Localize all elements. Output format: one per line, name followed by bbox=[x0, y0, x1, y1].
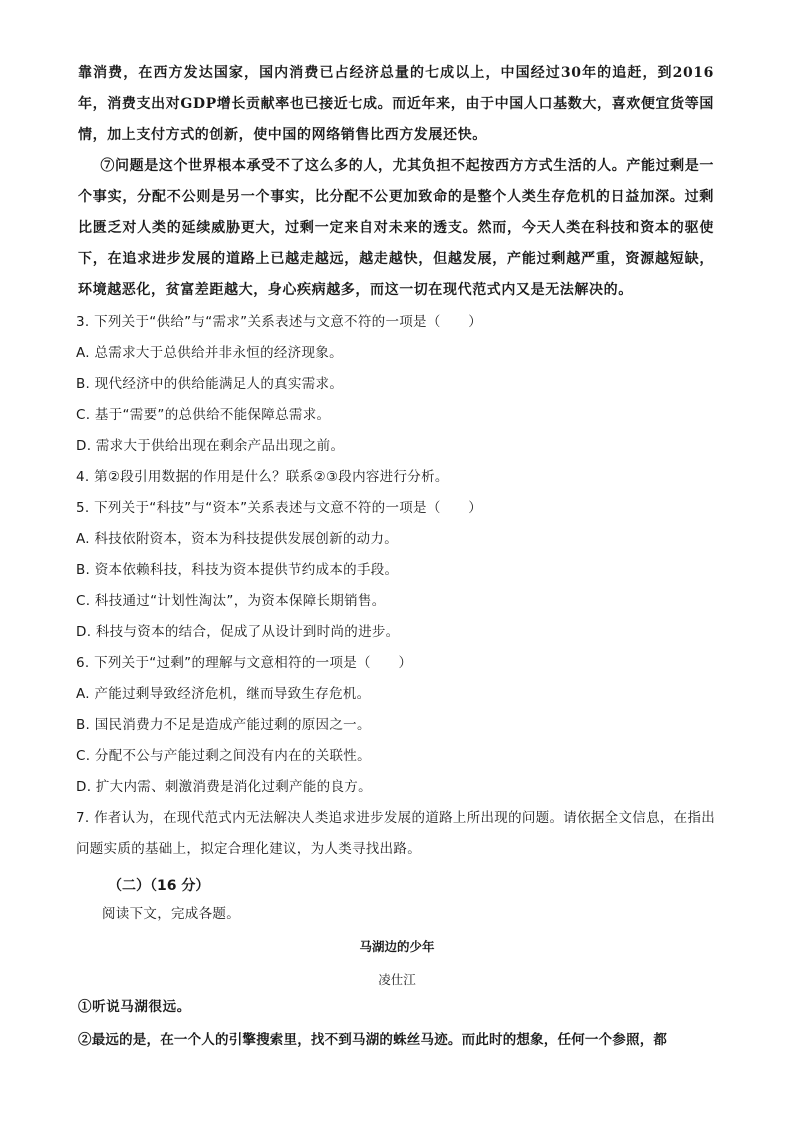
question-3-option-a: A. 总需求大于总供给并非永恒的经济现象。 bbox=[76, 345, 343, 361]
question-5-stem: 5. 下列关于“科技”与“资本”关系表述与文意不符的一项是（ ） bbox=[76, 500, 483, 516]
question-6-option-b: B. 国民消费力不足是造成产能过剩的原因之一。 bbox=[76, 717, 371, 733]
question-5-option-b: B. 资本依赖科技，科技为资本提供节约成本的手段。 bbox=[76, 562, 399, 578]
essay-passage bbox=[78, 58, 714, 306]
question-4-stem: 4. 第②段引用数据的作用是什么？联系②③段内容进行分析。 bbox=[76, 469, 449, 485]
section-2-instruction: 阅读下文，完成各题。 bbox=[102, 906, 240, 922]
essay-paragraph-6-continued: 靠消费，在西方发达国家，国内消费已占经济总量的七成以上，中国经过30年的追赶，到2016年，消费支出对GDP增长贡献率也已接近七成。而近年来，由于中国人口基数大，喜欢便宜货等国情，加上支付方式的创新，使中国的网络销售比西方发展还快。 bbox=[78, 65, 714, 143]
question-5-option-d: D. 科技与资本的结合，促成了从设计到时尚的进步。 bbox=[76, 624, 400, 640]
question-list bbox=[76, 307, 716, 865]
question-6-option-c: C. 分配不公与产能过剩之间没有内在的关联性。 bbox=[76, 748, 371, 764]
essay-paragraph-7: ⑦问题是这个世界根本承受不了这么多的人，尤其负担不起按西方方式生活的人。产能过剩是一个事实，分配不公则是另一个事实，比分配不公更加致命的是整个人类生存危机的日益加深。过剩比匮乏对人类的延续威胁更大，过剩一定来自对未来的透支。然而，今天人类在科技和资本的驱使下，在追求进步发展的道路上已越走越远，越走越快，但越发展，产能过剩越严重，资源越短缺，环境越恶化，贫富差距越大，身心疾病越多，而这一切在现代范式内又是无法解决的。 bbox=[78, 158, 714, 298]
question-3-option-b: B. 现代经济中的供给能满足人的真实需求。 bbox=[76, 376, 344, 392]
question-3-option-c: C. 基于“需要”的总供给不能保障总需求。 bbox=[76, 407, 331, 423]
question-3-stem: 3. 下列关于“供给”与“需求”关系表述与文意不符的一项是（ ） bbox=[76, 314, 483, 330]
section-2-heading: （二）（16 分） bbox=[108, 878, 210, 894]
question-7-stem: 7. 作者认为，在现代范式内无法解决人类追求进步发展的道路上所出现的问题。请依据全文信息，在指出问题实质的基础上，拟定合理化建议，为人类寻找出路。 bbox=[76, 810, 716, 857]
question-5-option-c: C. 科技通过“计划性淘汰”，为资本保障长期销售。 bbox=[76, 593, 386, 609]
question-6-option-a: A. 产能过剩导致经济危机，继而导致生存危机。 bbox=[76, 686, 371, 702]
story-author: 凌仕江 bbox=[378, 972, 416, 987]
question-6-stem: 6. 下列关于“过剩”的理解与文意相符的一项是（ ） bbox=[76, 655, 413, 671]
question-5-option-a: A. 科技依附资本，资本为科技提供发展创新的动力。 bbox=[76, 531, 399, 547]
question-6-option-d: D. 扩大内需、刺激消费是消化过剩产能的良方。 bbox=[76, 779, 372, 795]
question-3-option-d: D. 需求大于供给出现在剩余产品出现之前。 bbox=[76, 438, 345, 454]
story-title: 马湖边的少年 bbox=[359, 939, 435, 954]
story-paragraph-2: ②最远的是，在一个人的引擎搜索里，找不到马湖的蛛丝马迹。而此时的想象，任何一个参照，都 bbox=[78, 1032, 668, 1048]
story-paragraph-1: ①听说马湖很远。 bbox=[78, 999, 191, 1015]
story-passage bbox=[78, 991, 714, 1057]
